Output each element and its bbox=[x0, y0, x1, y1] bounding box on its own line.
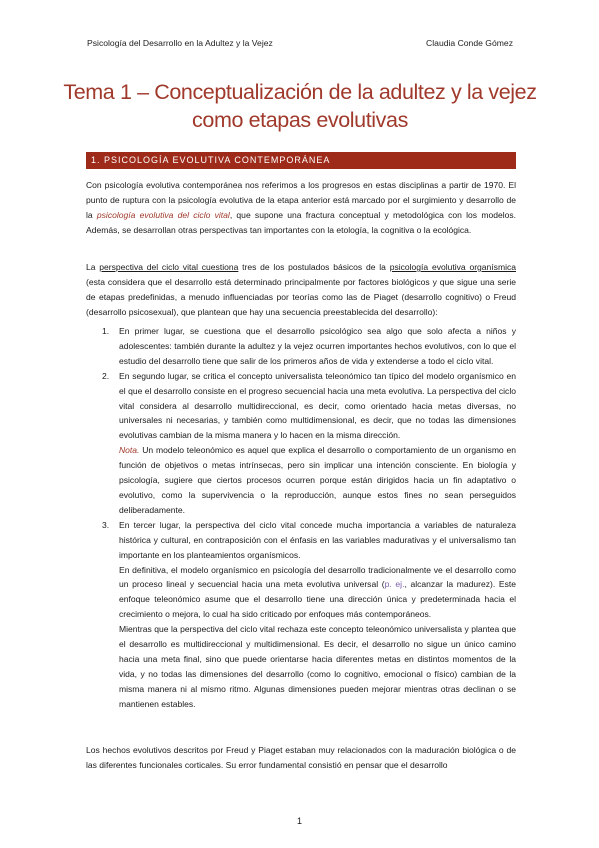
list-item-number: 2. bbox=[102, 370, 110, 381]
list-item bbox=[86, 369, 516, 518]
list-item-number: 3. bbox=[102, 519, 110, 530]
paragraph-perspective-underline-2: psicología evolutiva organísmica bbox=[389, 262, 516, 272]
numbered-list bbox=[86, 324, 516, 712]
paragraph-intro-text-b: , que supone una fractura conceptual y metodológica con los modelos. Además, se desarrollan otras perspectivas tan importantes con la etología, la cognitiva o la ecológica. bbox=[86, 209, 517, 235]
extra-1-text-a: En definitiva, el modelo organísmico en psicología del desarrollo tradicionalmente ve el desarrollo como un proceso lineal y secuencial hacia una meta evolutiva universal ( bbox=[119, 564, 516, 590]
title-line-2: como etapas evolutivas bbox=[192, 108, 408, 132]
list-item-text: En tercer lugar, la perspectiva del ciclo vital concede mucha importancia a variables de naturaleza histórica y cultural, en contraposición con el énfasis en las variables madurativas y el universalismo tan importante en los planteamientos organísmicos. bbox=[119, 519, 516, 560]
paragraph-perspective-text-b: tres de los postulados básicos de la bbox=[238, 262, 390, 272]
list-item-extra-2: Mientras que la perspectiva del ciclo vital rechaza este concepto teleonómico universalista y plantea que el desarrollo es multidireccional y multidimensional. Es decir, el desarrollo no sigue un único camino hacia una meta final, sino que puede orientarse hacia diferentes metas en distintos momentos de la vida, y no todas las dimensiones del desarrollo (como lo cognitivo, emocional o físico) cambian de la misma manera ni al mismo ritmo. Algunas dimensiones pueden mejorar mientras otras declinan o se mantienen estables. bbox=[119, 624, 516, 709]
note-text: Un modelo teleonómico es aquel que explica el desarrollo o comportamiento de un organismo en función de objetivos o metas intrínsecas, pero sin implicar una intención consciente. En biología y psicología, sugiere que ciertos procesos ocurren porque están dirigidos hacia un fin adaptativo o evolutivo, como la supervivencia o la reproducción, aunque estos fines no sean perseguidos deliberadamente. bbox=[119, 445, 516, 515]
list-item-note bbox=[119, 443, 516, 518]
note-label: Nota. bbox=[119, 445, 140, 456]
document-header-right: Claudia Conde Gómez bbox=[426, 38, 513, 48]
list-item-text: En segundo lugar, se critica el concepto universalista teleonómico tan típico del modelo organísmico en el que el desarrollo consiste en el progreso secuencial hacia una meta evolutiva. La perspectiva del ciclo vital considera al desarrollo multidireccional, es decir, como orientado hacia metas diversas, no universales ni necesarias, y también como multidimensional, es decir, que no todas las dimensiones evolutivas cambian de la misma manera y lo hacen en la misma dirección. bbox=[119, 370, 516, 441]
paragraph-intro-text-a: Con psicología evolutiva contemporánea nos referimos a los progresos en estas disciplinas a partir de 1970. El punto de ruptura con la psicología evolutiva de la etapa anterior está marcado por el surgimiento y desarrollo de la bbox=[86, 180, 516, 220]
paragraph-perspective-text-a: La bbox=[86, 262, 100, 272]
document-header-left: Psicología del Desarrollo en la Adultez y la Vejez bbox=[87, 38, 273, 48]
paragraph-intro bbox=[86, 178, 516, 238]
list-item-text: En primer lugar, se cuestiona que el desarrollo psicológico sea algo que solo afecta a niños y adolescentes: también durante la adultez y la vejez ocurren importantes hechos evolutivos, con lo que el estudio del desarrollo tiene que salir de los primeros años de vida y extenderse a todo el ciclo vital. bbox=[119, 326, 516, 366]
title-line-1: Tema 1 – Conceptualización de la adultez y la vejez bbox=[63, 80, 537, 104]
paragraph-perspective bbox=[86, 260, 516, 320]
paragraph-intro-emphasis: psicología evolutiva del ciclo vital bbox=[96, 209, 230, 220]
paragraph-closing: Los hechos evolutivos descritos por Freud y Piaget estaban muy relacionados con la maduración biológica o de las diferentes funcionales corticales. Su error fundamental consistió en pensar que el desarrollo bbox=[86, 745, 516, 770]
list-item-extra-1 bbox=[119, 563, 516, 623]
list-item bbox=[86, 324, 516, 369]
section-heading: 1. PSICOLOGÍA EVOLUTIVA CONTEMPORÁNEA bbox=[86, 152, 516, 169]
paragraph-perspective-text-c: (esta considera que el desarrollo está determinado principalmente por factores biológicos y que sigue una serie de etapas predefinidas, a menudo influenciadas por teorías como las de Piaget (desarrollo cognitivo) o Freud (desarrollo psicosexual), que plantean que hay una secuencia preestablecida del desarrollo): bbox=[86, 276, 516, 317]
list-item bbox=[86, 518, 516, 712]
list-item-number: 1. bbox=[102, 326, 110, 336]
extra-1-example: p. ej. bbox=[384, 579, 405, 590]
document-title bbox=[60, 78, 540, 134]
paragraph-perspective-underline-1: perspectiva del ciclo vital cuestiona bbox=[99, 262, 239, 272]
extra-1-text-b: , alcanzar la madurez). Este enfoque teleonómico asume que el desarrollo tiene una dirección única y predeterminada hacia el crecimiento o mejora, lo cual ha sido criticado por enfoques más contemporáneos. bbox=[119, 579, 517, 620]
page-number: 1 bbox=[296, 816, 302, 826]
